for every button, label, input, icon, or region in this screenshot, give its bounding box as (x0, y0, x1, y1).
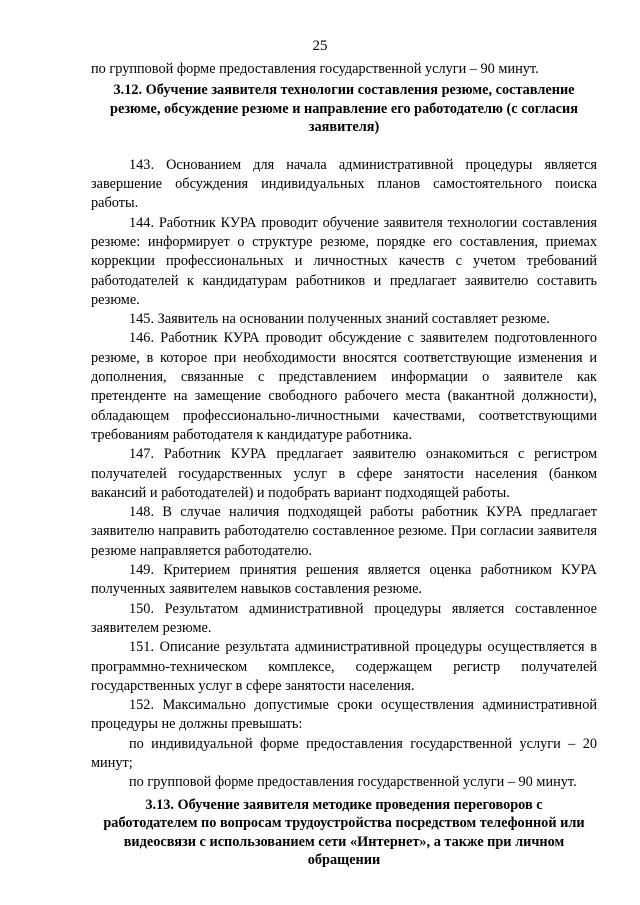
paragraph-151: 151. Описание результата административной процедуры осуществляется в программно-техническом комплексе, содержащем регистр получателей государственных услуг в сфере занятости населения. (91, 639, 597, 694)
document-body (91, 60, 597, 870)
paragraph-148: 148. В случае наличия подходящей работы работник КУРА предлагает заявителю направить работодателю составленное резюме. При согласии заявителя резюме направляется работодателю. (91, 504, 597, 559)
paragraph-147: 147. Работник КУРА предлагает заявителю ознакомиться с регистром получателей государственных услуг в сфере занятости населения (банком вакансий и работодателей) и подобрать вариант подходящей работы. (91, 446, 597, 501)
paragraph-150: 150. Результатом административной процедуры является составленное заявителем резюме. (91, 600, 597, 636)
section-3-13-heading: 3.13. Обучение заявителя методике проведения переговоров с работодателем по вопросам трудоустройства посредством телефонной или видеосвязи с использованием сети «Интернет», а также при личном обращении (103, 796, 585, 869)
paragraph-144: 144. Работник КУРА проводит обучение заявителя технологии составления резюме: информирует о структуре резюме, порядке его составления, приемах коррекции профессиональных и личностных качеств с учетом требований работодателей к кандидатурам работников и предлагает заявителю составить резюме. (91, 214, 597, 308)
paragraph-146: 146. Работник КУРА проводит обсуждение с заявителем подготовленного резюме, в которое при необходимости вносятся соответствующие изменения и дополнения, связанные с представлением информации о заявителе как претенденте на замещение свободного рабочего места (вакантной должности), обладающем профессионально-личностными качествами, соответствующими требованиям работодателя к кандидатуре работника. (91, 330, 597, 443)
section-3-12-heading: 3.12. Обучение заявителя технологии составления резюме, составление резюме, обсуждение резюме и направление его работодателю (с согласия заявителя) (110, 82, 578, 136)
paragraph-149: 149. Критерием принятия решения является оценка работником КУРА полученных заявителем навыков составления резюме. (91, 562, 597, 598)
paragraph-152: 152. Максимально допустимые сроки осуществления административной процедуры не должны превышать: (91, 697, 597, 733)
paragraph-145: 145. Заявитель на основании полученных знаний составляет резюме. (129, 311, 550, 328)
paragraph-143: 143. Основанием для начала административной процедуры является завершение обсуждения индивидуальных планов самостоятельного поиска работы. (91, 156, 597, 212)
paragraph-individual-form: по индивидуальной форме предоставления государственной услуги – 20 минут; (91, 735, 597, 771)
page-number: 25 (312, 38, 328, 54)
paragraph-group-form: по групповой форме предоставления государственной услуги – 90 минут. (129, 774, 577, 791)
paragraph-continuation: по групповой форме предоставления государственной услуги – 90 минут. (91, 61, 539, 77)
